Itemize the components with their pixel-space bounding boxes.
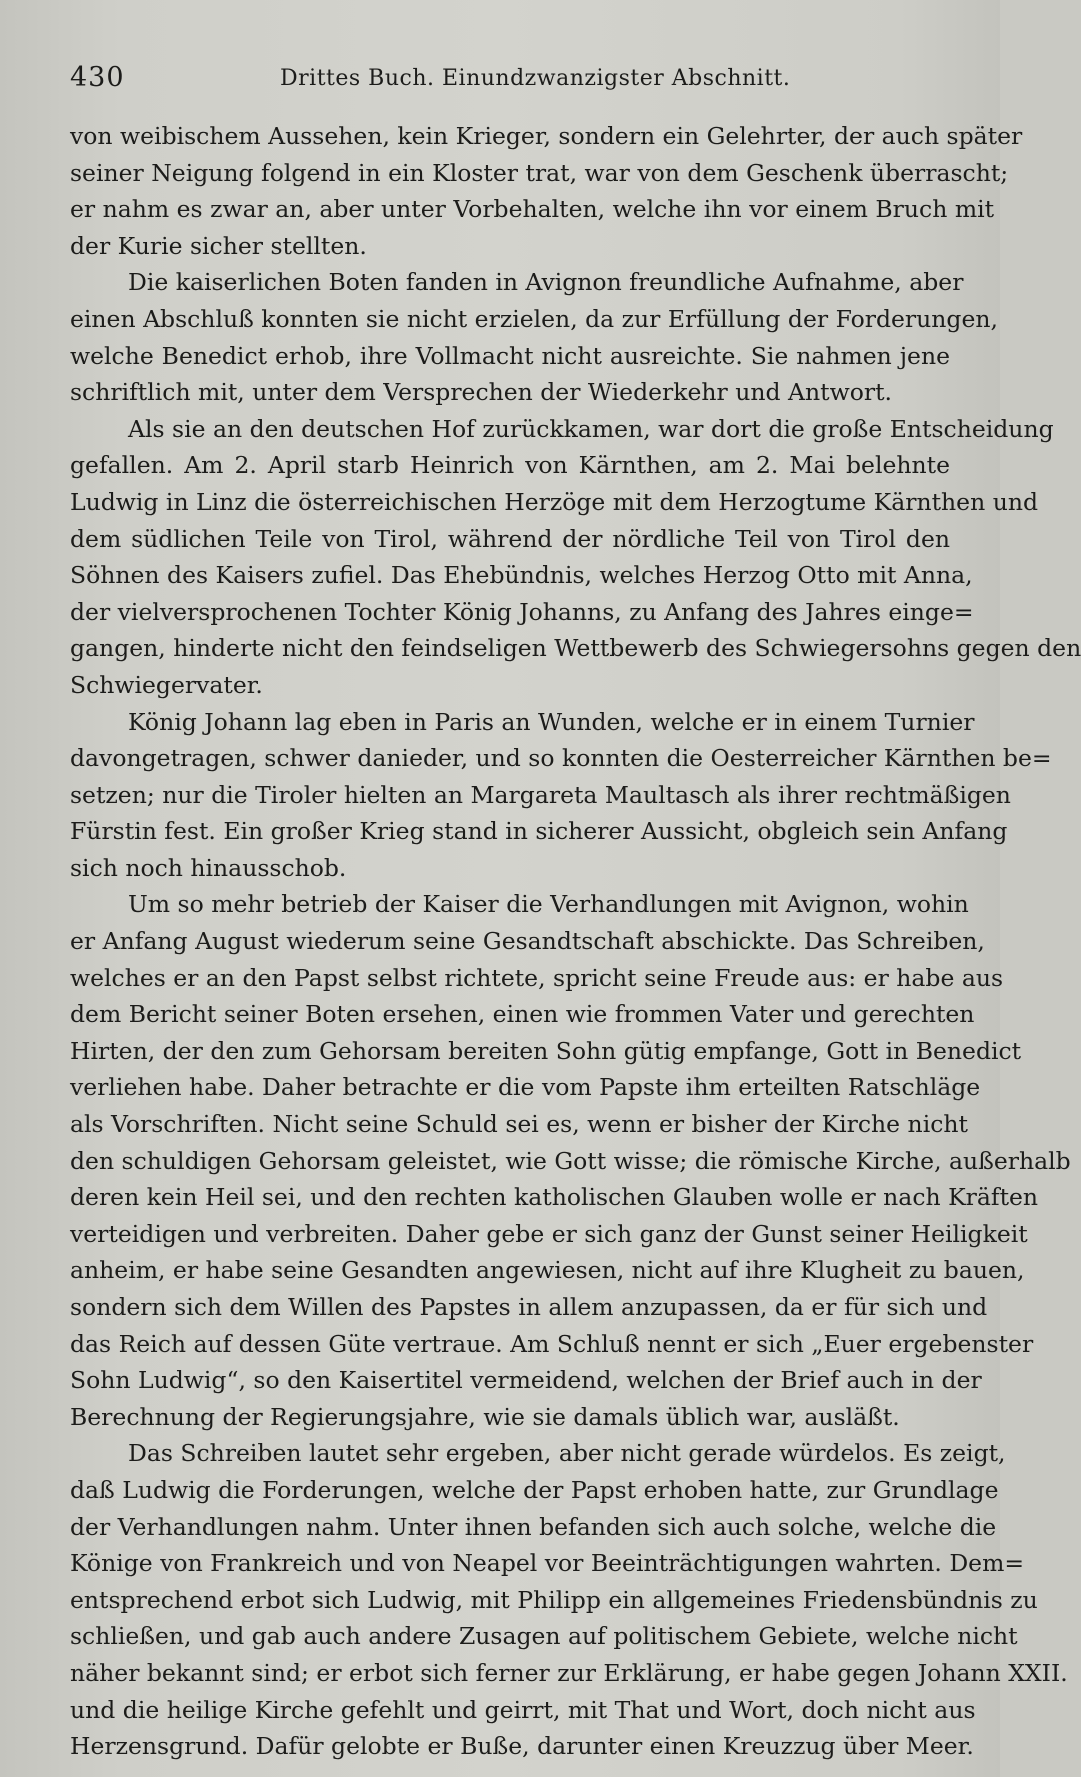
text-line: und die heilige Kirche gefehlt und geirrt, mit That und Wort, doch nicht aus bbox=[70, 1695, 976, 1724]
text-line: Könige von Frankreich und von Neapel vor Beeinträchtigungen wahrten. Dem= bbox=[70, 1549, 1025, 1578]
text-line: Fürstin fest. Ein großer Krieg stand in sicherer Aussicht, obgleich sein Anfang bbox=[70, 817, 1008, 846]
text-line: den schuldigen Gehorsam geleistet, wie Gott wisse; die römische Kirche, außerhalb bbox=[70, 1146, 1071, 1175]
text-line: Schwiegervater. bbox=[70, 670, 263, 699]
text-line: verliehen habe. Daher betrachte er die vom Papste ihm erteilten Ratschläge bbox=[70, 1073, 981, 1102]
text-line: Hirten, der den zum Gehorsam bereiten Sohn gütig empfange, Gott in Benedict bbox=[70, 1036, 1022, 1065]
text-line: setzen; nur die Tiroler hielten an Margareta Maultasch als ihrer rechtmäßigen bbox=[70, 780, 1011, 809]
text-line: daß Ludwig die Forderungen, welche der Papst erhoben hatte, zur Grundlage bbox=[70, 1475, 999, 1504]
text-line: der Verhandlungen nahm. Unter ihnen befanden sich auch solche, welche die bbox=[70, 1512, 997, 1541]
text-line: sondern sich dem Willen des Papstes in allem anzupassen, da er für sich und bbox=[70, 1293, 988, 1321]
text-line: davongetragen, schwer danieder, und so konnten die Oesterreicher Kärnthen be= bbox=[70, 744, 1052, 773]
text-line: verteidigen und verbreiten. Daher gebe er sich ganz der Gunst seiner Heiligkeit bbox=[70, 1219, 1028, 1248]
text-line: als Vorschriften. Nicht seine Schuld sei es, wenn er bisher der Kirche nicht bbox=[70, 1110, 968, 1139]
text-line: Herzensgrund. Dafür gelobte er Buße, darunter einen Kreuzzug über Meer. bbox=[70, 1732, 974, 1761]
text-line: einen Abschluß konnten sie nicht erzielen, da zur Erfüllung der Forderungen, bbox=[70, 304, 998, 333]
text-line: Söhnen des Kaisers zufiel. Das Ehebündnis, welches Herzog Otto mit Anna, bbox=[70, 561, 973, 590]
paragraph-start-line: Um so mehr betrieb der Kaiser die Verhandlungen mit Avignon, wohin bbox=[128, 890, 969, 919]
paragraph-start-line: Als sie an den deutschen Hof zurückkamen, war dort die große Entscheidung bbox=[128, 414, 1054, 443]
text-line: welches er an den Papst selbst richtete, spricht seine Freude aus: er habe aus bbox=[70, 963, 1004, 992]
text-line: das Reich auf dessen Güte vertraue. Am Schluß nennt er sich „Euer ergebenster bbox=[70, 1329, 1034, 1358]
text-line: seiner Neigung folgend in ein Kloster trat, war von dem Geschenk überrascht; bbox=[70, 158, 1009, 187]
text-line: schriftlich mit, unter dem Versprechen der Wiederkehr und Antwort. bbox=[70, 378, 892, 407]
paragraph-start-line: Die kaiserlichen Boten fanden in Avignon freundliche Aufnahme, aber bbox=[128, 268, 964, 297]
text-line: sich noch hinausschob. bbox=[70, 853, 347, 882]
text-line: er Anfang August wiederum seine Gesandtschaft abschickte. Das Schreiben, bbox=[70, 927, 985, 956]
page-body bbox=[70, 118, 1081, 1765]
page-number: 430 bbox=[70, 62, 125, 93]
text-line: von weibischem Aussehen, kein Krieger, sondern ein Gelehrter, der auch später bbox=[70, 122, 1023, 150]
running-head: Drittes Buch. Einundzwanzigster Abschnitt. bbox=[280, 66, 791, 91]
text-line: der Kurie sicher stellten. bbox=[70, 231, 367, 260]
paragraph-start-line: König Johann lag eben in Paris an Wunden, welche er in einem Turnier bbox=[128, 707, 975, 736]
text-line: dem Bericht seiner Boten ersehen, einen wie frommen Vater und gerechten bbox=[70, 1000, 975, 1029]
text-line: Sohn Ludwig“, so den Kaisertitel vermeidend, welchen der Brief auch in der bbox=[70, 1366, 982, 1395]
text-line: gangen, hinderte nicht den feindseligen Wettbewerb des Schwiegersohns gegen den bbox=[70, 634, 1081, 663]
text-line: Berechnung der Regierungsjahre, wie sie damals üblich war, ausläßt. bbox=[70, 1402, 900, 1431]
text-line: deren kein Heil sei, und den rechten katholischen Glauben wolle er nach Kräften bbox=[70, 1183, 1039, 1212]
text-line: näher bekannt sind; er erbot sich ferner zur Erklärung, er habe gegen Johann XXII. bbox=[70, 1658, 1068, 1687]
paragraph-start-line: Das Schreiben lautet sehr ergeben, aber nicht gerade würdelos. Es zeigt, bbox=[128, 1439, 1006, 1468]
text-line: er nahm es zwar an, aber unter Vorbehalten, welche ihn vor einem Bruch mit bbox=[70, 195, 995, 224]
text-line: dem südlichen Teile von Tirol, während der nördliche Teil von Tirol den bbox=[70, 524, 950, 553]
text-line: schließen, und gab auch andere Zusagen auf politischem Gebiete, welche nicht bbox=[70, 1622, 1018, 1651]
text-line: Ludwig in Linz die österreichischen Herzöge mit dem Herzogtume Kärnthen und bbox=[70, 487, 1039, 516]
text-line: anheim, er habe seine Gesandten angewiesen, nicht auf ihre Klugheit zu bauen, bbox=[70, 1256, 1025, 1285]
text-line: entsprechend erbot sich Ludwig, mit Philipp ein allgemeines Friedensbündnis zu bbox=[70, 1585, 1038, 1614]
page-header bbox=[70, 62, 950, 102]
text-line: der vielversprochenen Tochter König Johanns, zu Anfang des Jahres einge= bbox=[70, 597, 974, 626]
text-line: welche Benedict erhob, ihre Vollmacht nicht ausreichte. Sie nahmen jene bbox=[70, 341, 950, 370]
text-line: gefallen. Am 2. April starb Heinrich von Kärnthen, am 2. Mai belehnte bbox=[70, 451, 950, 480]
